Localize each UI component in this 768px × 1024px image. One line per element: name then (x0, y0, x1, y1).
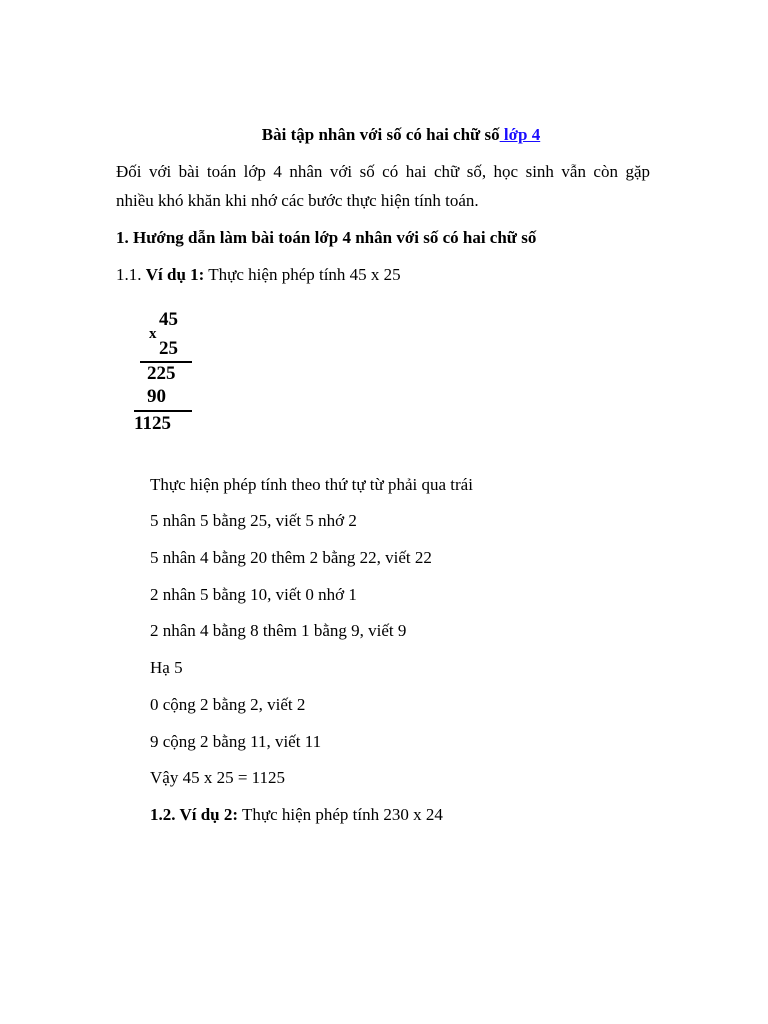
final-product: 1125 (134, 413, 171, 434)
example-1-line (116, 265, 401, 285)
partial-product-1: 225 (147, 363, 176, 384)
conclusion-line: Vậy 45 x 25 = 1125 (150, 768, 286, 787)
step-line: 0 cộng 2 bằng 2, viết 2 (150, 695, 306, 714)
example-2-text: Thực hiện phép tính 230 x 24 (241, 805, 443, 824)
step-line: Thực hiện phép tính theo thứ tự từ phải qua trái (150, 475, 473, 494)
example-1-number: 1.1. (116, 265, 142, 284)
step-line: 5 nhân 4 bằng 20 thêm 2 bằng 22, viết 22 (150, 548, 432, 567)
intro-paragraph-line-2: nhiều khó khăn khi nhớ các bước thực hiện tính toán. (116, 191, 479, 210)
multiply-operator: x (149, 326, 157, 342)
example-2-label: 1.2. Ví dụ 2: (150, 805, 239, 824)
title-link-lop-4[interactable]: lớp 4 (499, 125, 541, 144)
step-line: 5 nhân 5 bằng 25, viết 5 nhớ 2 (150, 511, 357, 530)
page-title (0, 125, 768, 145)
divider-line-2 (134, 410, 192, 412)
step-line: 2 nhân 4 bằng 8 thêm 1 bằng 9, viết 9 (150, 621, 407, 640)
example-1-label: Ví dụ 1: (145, 265, 205, 284)
title-text: Bài tập nhân với số có hai chữ số (261, 125, 500, 144)
step-line: 9 cộng 2 bằng 11, viết 11 (150, 732, 322, 751)
example-1-text: Thực hiện phép tính 45 x 25 (208, 265, 401, 284)
multiplicand: 45 (159, 309, 178, 330)
step-line: Hạ 5 (150, 658, 183, 677)
section-heading-1: 1. Hướng dẫn làm bài toán lớp 4 nhân với số có hai chữ số (116, 228, 537, 247)
partial-product-2: 90 (147, 386, 166, 407)
intro-paragraph-line-1: Đối với bài toán lớp 4 nhân với số có hai chữ số, học sinh vẫn còn gặp (116, 162, 650, 181)
example-2-line (150, 805, 443, 825)
step-line: 2 nhân 5 bằng 10, viết 0 nhớ 1 (150, 585, 357, 604)
multiplier: 25 (159, 338, 178, 359)
multiplication-column-image (130, 307, 200, 437)
